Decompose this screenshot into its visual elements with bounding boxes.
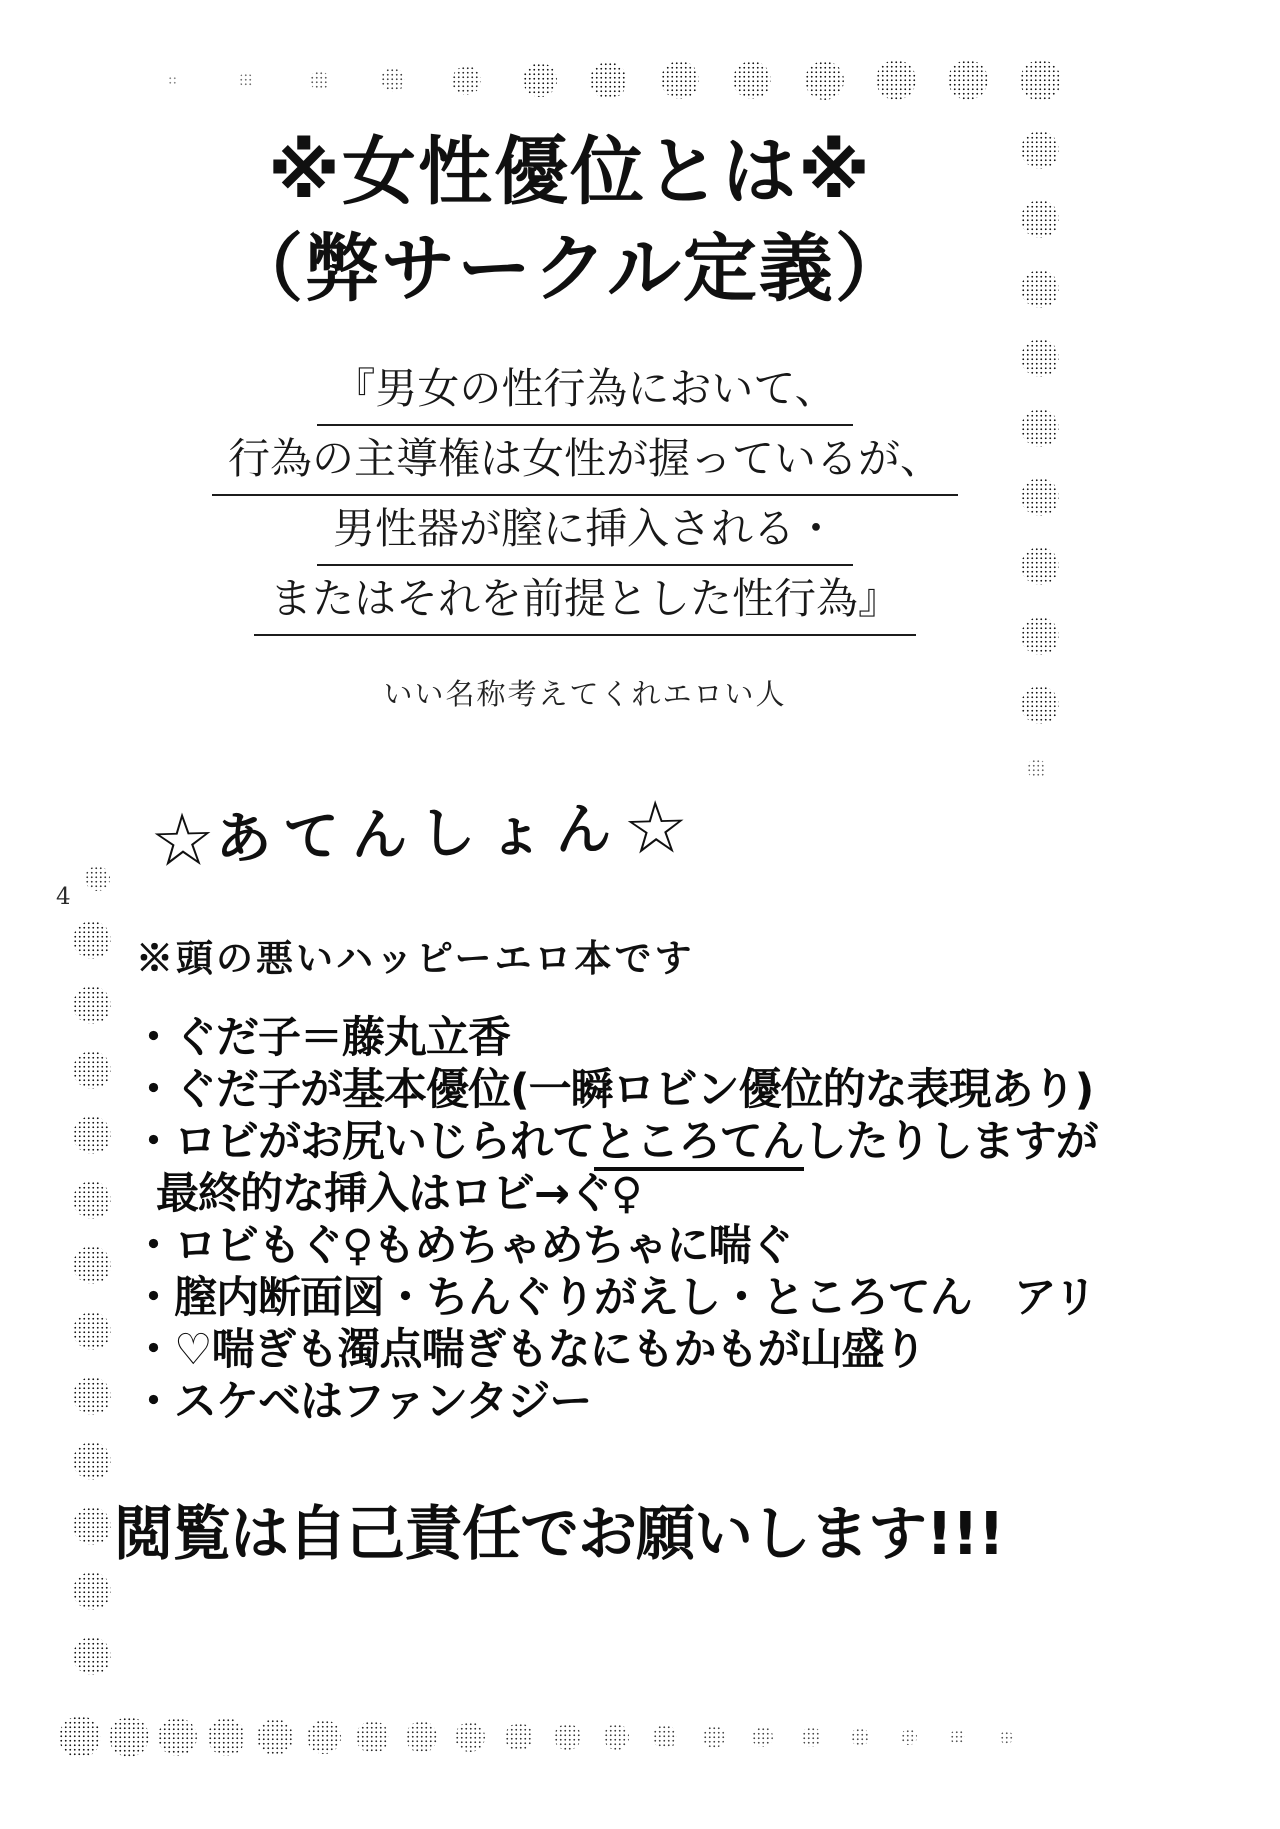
halftone-dot <box>406 1721 437 1752</box>
halftone-dot <box>307 1720 341 1754</box>
attention-heading-text: あてんしょん <box>214 796 625 873</box>
halftone-dot <box>239 73 253 87</box>
halftone-dot <box>876 60 916 100</box>
halftone-dot <box>73 1051 111 1089</box>
halftone-dot <box>1021 270 1059 308</box>
halftone-dot <box>805 61 844 100</box>
list-item-continuation: 最終的な挿入はロビ→ぐ♀ <box>156 1169 642 1219</box>
halftone-dot <box>1021 131 1059 169</box>
halftone-dot <box>523 63 557 97</box>
halftone-dot <box>1021 478 1059 516</box>
content-notes-list <box>132 1012 1212 1428</box>
halftone-dot <box>59 1716 101 1758</box>
star-icon: ☆ <box>622 784 690 872</box>
halftone-dot <box>73 1181 111 1219</box>
underlined-text: ところてん <box>594 1117 804 1171</box>
halftone-dot <box>901 1729 917 1745</box>
list-item: ・スケベはファンタジー <box>132 1377 592 1427</box>
halftone-dot <box>73 921 111 959</box>
quote-footnote: いい名称考えてくれエロい人 <box>383 677 787 711</box>
star-icon: ☆ <box>149 797 217 885</box>
halftone-dot <box>703 1726 725 1748</box>
halftone-dot <box>73 1312 111 1350</box>
halftone-dot <box>73 1116 111 1154</box>
halftone-dot <box>1021 547 1059 585</box>
page-number: 4 <box>56 884 71 910</box>
halftone-dot <box>1021 339 1059 377</box>
list-item: ・ぐだ子＝藤丸立香 <box>132 1013 510 1063</box>
halftone-dot <box>554 1724 581 1751</box>
halftone-dot <box>590 62 627 99</box>
halftone-dot <box>73 1377 111 1415</box>
halftone-dot <box>73 986 111 1024</box>
content-warning-note: ※頭の悪いハッピーエロ本です <box>136 936 695 980</box>
attention-heading <box>149 783 690 884</box>
halftone-dot <box>604 1724 629 1749</box>
halftone-dot <box>73 1637 111 1675</box>
halftone-dot <box>802 1727 821 1746</box>
halftone-dot <box>85 866 110 891</box>
halftone-dot <box>505 1723 533 1751</box>
halftone-dot <box>1021 686 1059 724</box>
halftone-dot <box>73 1507 111 1545</box>
list-item: ・ロビもぐ♀もめちゃめちゃに喘ぐ <box>132 1221 793 1271</box>
halftone-dot <box>752 1727 773 1748</box>
page-title-line1: ※女性優位とは※ <box>268 129 872 215</box>
list-item: ・♡喘ぎも濁点喘ぎもなにもかもが山盛り <box>132 1325 926 1375</box>
definition-quote-line: またはそれを前提とした性行為』 <box>0 566 1170 636</box>
halftone-dot <box>661 61 699 99</box>
halftone-dot <box>653 1725 677 1749</box>
halftone-dot <box>1021 409 1059 447</box>
halftone-dot <box>1000 1731 1013 1744</box>
halftone-dot <box>356 1721 389 1754</box>
definition-quote-line: 行為の主導権は女性が握っているが、 <box>0 426 1170 496</box>
halftone-dot <box>851 1728 869 1746</box>
halftone-dot <box>310 71 329 90</box>
halftone-dot <box>455 1722 485 1752</box>
halftone-dot <box>168 76 177 85</box>
view-at-own-risk-warning: 閲覧は自己責任でお願いします!!! <box>114 1499 1004 1568</box>
definition-quote-line: 『男女の性行為において、 <box>0 356 1170 426</box>
definition-quote-line: 男性器が膣に挿入される・ <box>0 496 1170 566</box>
list-item: ・ロビがお尻いじられてところてんしたりしますが <box>132 1116 1212 1168</box>
halftone-dot <box>257 1719 293 1755</box>
halftone-dot <box>73 1246 111 1284</box>
list-item: ・ぐだ子が基本優位(一瞬ロビン優位的な表現あり) <box>132 1065 1094 1115</box>
list-item: ・膣内断面図・ちんぐりがえし・ところてん アリ <box>132 1273 1096 1323</box>
halftone-dot <box>158 1718 197 1757</box>
halftone-dot <box>73 1572 111 1610</box>
halftone-dot <box>950 1730 965 1745</box>
halftone-dot <box>1021 617 1059 655</box>
definition-quote <box>0 356 1170 636</box>
page-title-line2: （弊サークル定義） <box>229 226 911 312</box>
halftone-dot <box>73 1442 111 1480</box>
halftone-dot <box>208 1718 245 1755</box>
halftone-dot <box>948 60 988 100</box>
halftone-dot <box>452 66 481 95</box>
halftone-dot <box>733 61 771 99</box>
halftone-dot <box>381 68 405 92</box>
halftone-dot <box>1020 60 1061 101</box>
halftone-dot <box>1027 759 1046 778</box>
halftone-dot <box>109 1717 149 1757</box>
page-title <box>0 124 1140 318</box>
